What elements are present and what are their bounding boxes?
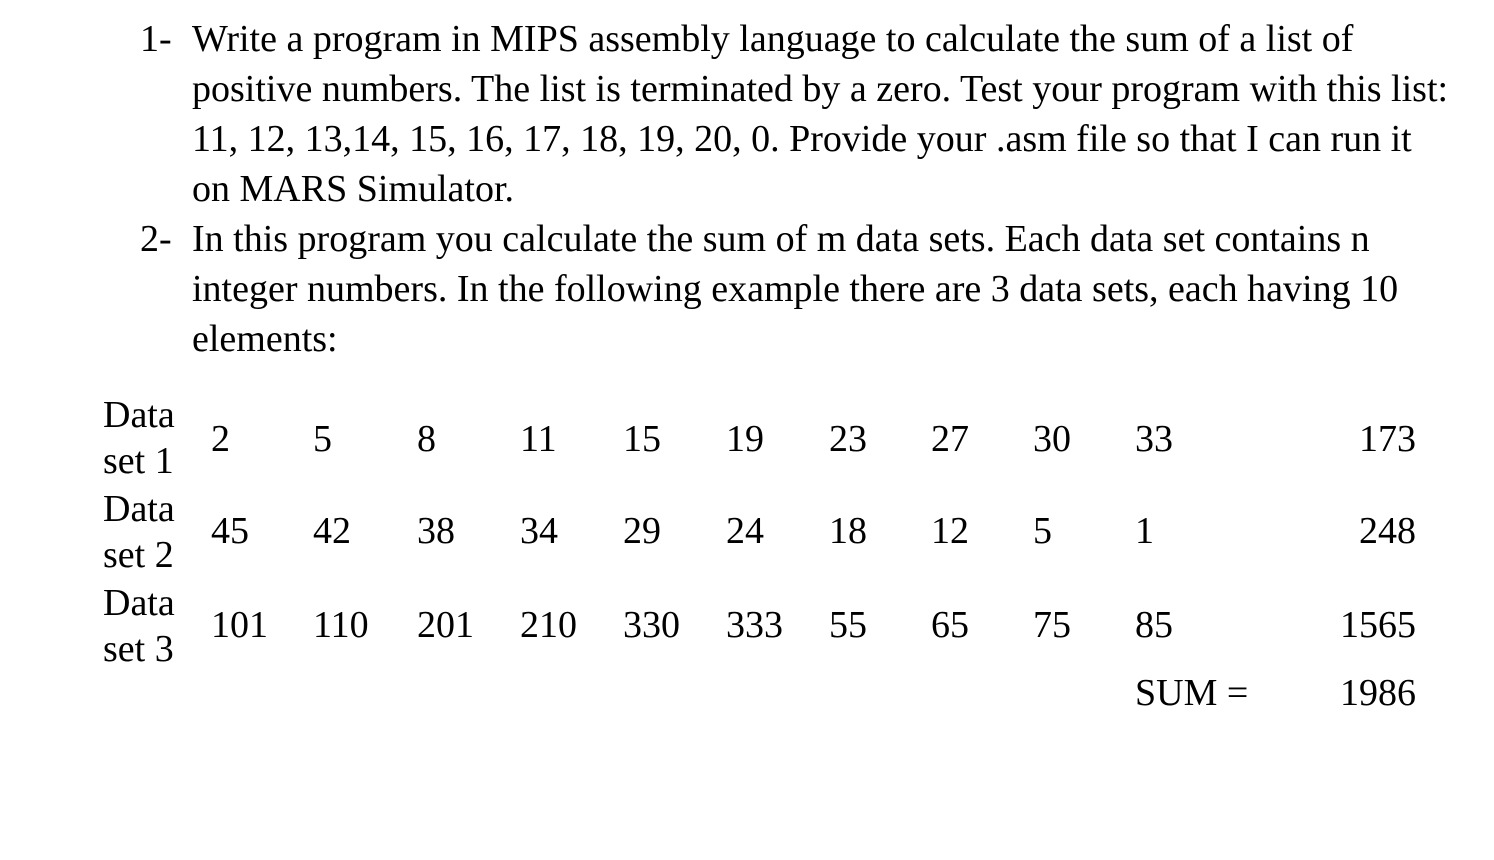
question-number: 1- — [140, 18, 172, 60]
table-cell: 85 — [1135, 604, 1173, 646]
table-cell: 29 — [623, 510, 661, 552]
table-cell: 8 — [417, 418, 436, 460]
data-set-label-line1: Data — [103, 582, 175, 624]
table-cell: 55 — [829, 604, 867, 646]
data-set-label-line2: set 2 — [103, 534, 174, 576]
table-cell: 34 — [520, 510, 558, 552]
data-set-label — [103, 392, 175, 484]
data-set-label-line2: set 1 — [103, 440, 174, 482]
data-set-label-line1: Data — [103, 488, 175, 530]
data-set-label-line1: Data — [103, 394, 175, 436]
total-value: 1986 — [1340, 672, 1416, 714]
question-1 — [140, 14, 1450, 214]
table-cell: 33 — [1135, 418, 1173, 460]
question-number: 2- — [140, 218, 172, 260]
table-cell: 11 — [520, 418, 557, 460]
table-cell: 75 — [1033, 604, 1071, 646]
table-cell: 333 — [726, 604, 783, 646]
question-text: Write a program in MIPS assembly language to calculate the sum of a list of positive numbers. The list is terminated by a zero. Test your program with this list: 11, 12, 13,14, 15, 16, 17, 18, 19, 20, 0. Provide your .asm file so that I can run it on MARS Simulator. — [192, 18, 1449, 210]
question-text: In this program you calculate the sum of m data sets. Each data set contains n integer numbers. In the following example there are 3 data sets, each having 10 elements: — [192, 218, 1399, 360]
table-cell: 201 — [417, 604, 474, 646]
row-sum: 248 — [1359, 510, 1416, 552]
data-set-label-line2: set 3 — [103, 628, 174, 670]
table-cell: 30 — [1033, 418, 1071, 460]
table-cell: 18 — [829, 510, 867, 552]
question-2 — [140, 214, 1450, 364]
table-cell: 101 — [211, 604, 268, 646]
table-cell: 38 — [417, 510, 455, 552]
table-cell: 23 — [829, 418, 867, 460]
table-cell: 210 — [520, 604, 577, 646]
row-sum: 173 — [1359, 418, 1416, 460]
table-cell: 5 — [1033, 510, 1052, 552]
row-sum: 1565 — [1340, 604, 1416, 646]
table-cell: 24 — [726, 510, 764, 552]
table-cell: 12 — [931, 510, 969, 552]
table-cell: 5 — [313, 418, 332, 460]
table-cell: 45 — [211, 510, 249, 552]
table-cell: 2 — [211, 418, 230, 460]
table-cell: 15 — [623, 418, 661, 460]
data-set-label — [103, 580, 175, 672]
table-cell: 65 — [931, 604, 969, 646]
data-set-label — [103, 486, 175, 578]
table-cell: 27 — [931, 418, 969, 460]
table-cell: 42 — [313, 510, 351, 552]
table-cell: 19 — [726, 418, 764, 460]
total-label: SUM = — [1135, 672, 1249, 714]
table-cell: 1 — [1135, 510, 1154, 552]
table-cell: 330 — [623, 604, 680, 646]
table-cell: 110 — [313, 604, 369, 646]
